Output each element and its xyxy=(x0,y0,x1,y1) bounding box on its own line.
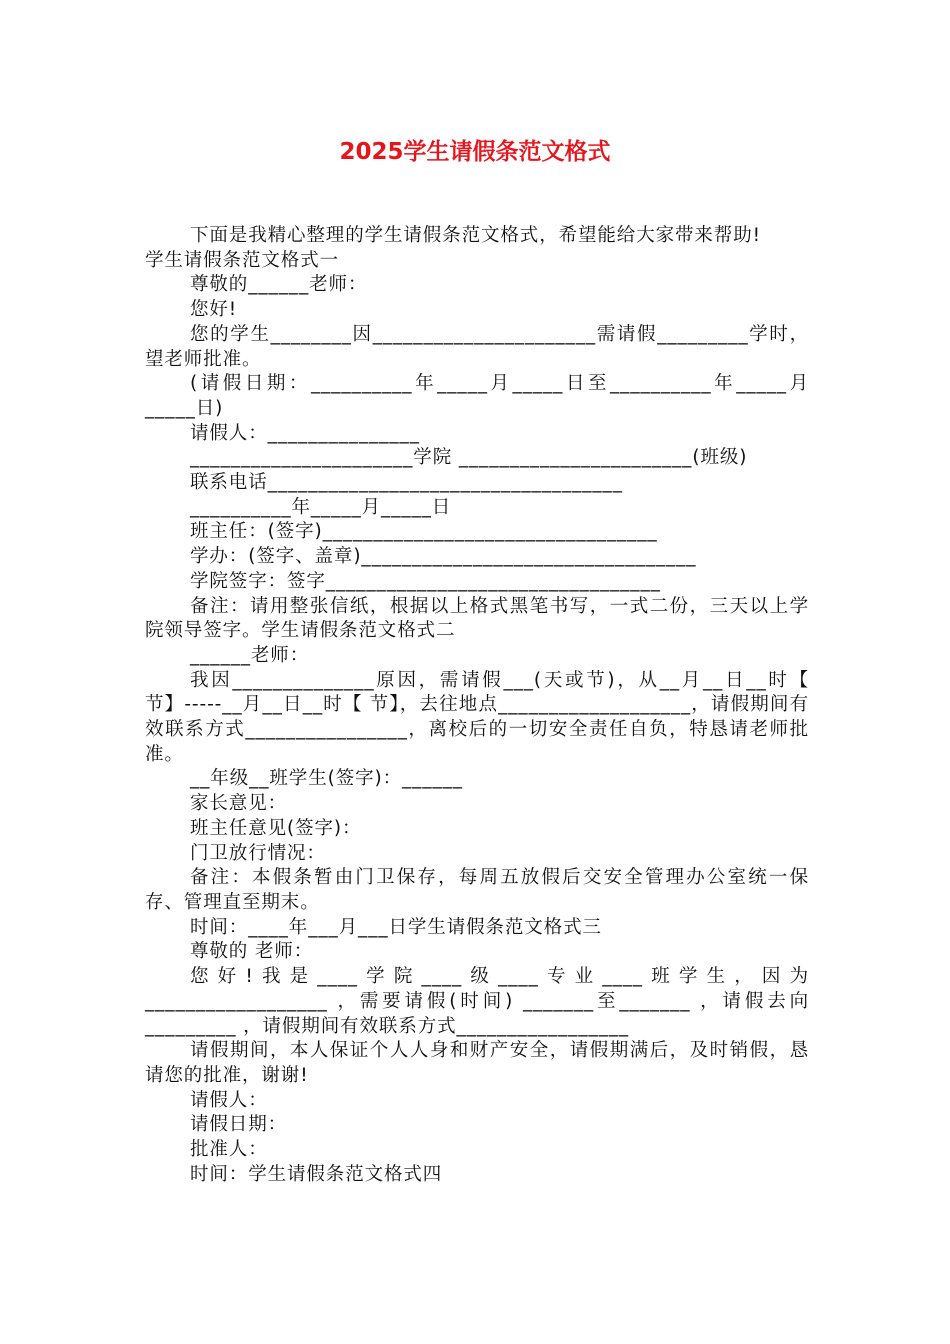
paragraph: 门卫放行情况： xyxy=(190,842,326,864)
paragraph: ______老师： xyxy=(190,644,310,666)
paragraph: 学院签字：签字_________________________________ xyxy=(190,570,661,592)
paragraph: ______________________学院 _______________________(班级) xyxy=(190,447,748,469)
paragraph: __________年_____月_____日 xyxy=(190,496,452,518)
paragraph: 批准人： xyxy=(190,1139,268,1161)
paragraph: 班主任意见(签字)： xyxy=(190,817,362,839)
paragraph: __年级__班学生(签字)：______ xyxy=(190,768,463,790)
paragraph: 请假日期： xyxy=(190,1114,288,1136)
paragraph: 时间：____年___月___日学生请假条范文格式三 xyxy=(190,916,602,938)
paragraph: 家长意见： xyxy=(190,793,288,815)
paragraph: 您的学生________因______________________需请假_________学时，望老师批准。 xyxy=(145,323,809,370)
paragraph: 尊敬的______老师： xyxy=(190,274,368,296)
document-title: 2025学生请假条范文格式 xyxy=(339,139,611,165)
paragraph: 请假人：_______________ xyxy=(190,422,420,444)
paragraph: 尊敬的 老师： xyxy=(190,941,314,963)
paragraph: (请假日期：__________年_____月_____日至__________年_____月_____日) xyxy=(145,373,809,419)
paragraph: 时间：学生请假条范文格式四 xyxy=(190,1163,443,1185)
document-body xyxy=(145,224,816,1187)
paragraph: 学生请假条范文格式一 xyxy=(145,249,340,271)
paragraph: 我因______________原因，需请假___(天或节)，从__月__日__时【 节】-----__月__日__时【 节】，去往地点___________________，请假期间有效联系方式________________，离校后的一切安全责任自负，特恳请老师批准。 xyxy=(145,669,816,765)
paragraph: 请假人： xyxy=(190,1089,268,1111)
paragraph: 备注：请用整张信纸，根据以上格式黑笔书写，一式二份，三天以上学院领导签字。学生请假条范文格式二 xyxy=(145,595,809,642)
paragraph: 班主任：(签字)_________________________________ xyxy=(190,521,658,543)
paragraph: 请假期间，本人保证个人人身和财产安全，请假期满后，及时销假，恳请您的批准，谢谢! xyxy=(145,1040,809,1086)
paragraph: 您好!我是____学院____级____专业____班学生，因为__________________ ，需要请假(时间) _______至_______ ，请假去向_________ ，请假期间有效联系方式_________________ xyxy=(145,966,809,1037)
paragraph: 学办：(签字、盖章)_________________________________ xyxy=(190,546,697,568)
paragraph: 联系电话___________________________________ xyxy=(190,472,623,494)
paragraph: 下面是我精心整理的学生请假条范文格式，希望能给大家带来帮助! xyxy=(190,225,761,246)
paragraph: 您好! xyxy=(190,299,238,321)
paragraph: 备注：本假条暂由门卫保存，每周五放假后交安全管理办公室统一保存、管理直至期末。 xyxy=(145,867,809,913)
